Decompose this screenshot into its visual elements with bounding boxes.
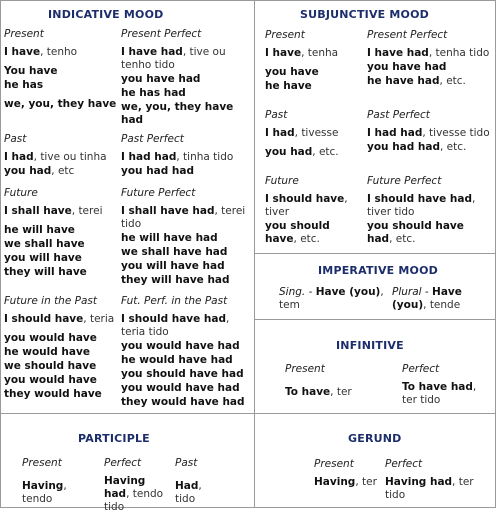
- subjunctive-future: [265, 175, 365, 247]
- conjugation-row: they would have: [4, 388, 102, 400]
- tense-label: Future Perfect: [367, 175, 442, 187]
- tense-label: Present: [265, 29, 305, 41]
- conjugation-row: I have, tenha: [265, 47, 339, 59]
- conjugation-row: I shall have, terei: [4, 205, 103, 217]
- conjugation-row: he will have: [4, 224, 75, 236]
- conjugation-row: they will have: [4, 266, 87, 278]
- indicative-present-perfect: [121, 28, 251, 128]
- tense-label: Future: [265, 175, 299, 187]
- conjugation-row: he has had: [121, 87, 186, 99]
- conjugation-row: he have had, etc.: [367, 75, 466, 87]
- conjugation-row: they will have had: [121, 274, 230, 286]
- row-divider: [254, 319, 496, 320]
- tense-label: Present: [22, 457, 62, 469]
- subjunctive-past-perfect: [367, 109, 492, 155]
- conjugation-row: he would have had: [121, 354, 233, 366]
- conjugation-row: you had had, etc.: [367, 141, 467, 153]
- indicative-title: INDICATIVE MOOD: [48, 8, 164, 21]
- subjunctive-past: [265, 109, 365, 160]
- imperative-singular: Sing. - Have (you), tem: [279, 286, 384, 311]
- conjugation-row: you should have had: [121, 368, 244, 380]
- imperative-plural: Plural - Have (you), tende: [392, 286, 462, 311]
- tense-label: Present: [314, 458, 354, 470]
- conjugation-row: I had, tive ou tinha: [4, 151, 107, 163]
- column-divider: [254, 0, 255, 508]
- conjugation-row: I have, tenho: [4, 46, 78, 58]
- indicative-past: [4, 133, 120, 179]
- row-divider: [0, 413, 496, 414]
- tense-label: Future in the Past: [4, 295, 97, 307]
- participle-present: Present Having, tendo: [22, 457, 92, 507]
- subjunctive-present-perfect: [367, 29, 492, 89]
- conjugation-row: you had, etc: [4, 165, 75, 177]
- conjugation-row: I have had, tive ou tenho tido: [121, 46, 226, 71]
- indicative-future-in-past: [4, 295, 118, 402]
- tense-label: Past Perfect: [367, 109, 430, 121]
- conjugation-row: you had, etc.: [265, 146, 339, 158]
- conjugation-row: I shall have had, terei tido: [121, 205, 246, 230]
- conjugation-row: I had, tivesse: [265, 127, 339, 139]
- infinitive-perfect: Perfect To have had, ter tido: [402, 363, 494, 408]
- conjugation-row: we should have: [4, 360, 97, 372]
- tense-label: Past: [4, 133, 27, 145]
- conjugation-row: we shall have: [4, 238, 85, 250]
- gerund-perfect: Perfect Having had, ter tido: [385, 458, 485, 503]
- conjugation-row: you had had: [121, 165, 194, 177]
- gerund-present: Present Having, ter: [314, 458, 377, 488]
- subjunctive-present: [265, 29, 365, 94]
- indicative-present: [4, 28, 118, 112]
- participle-perfect: Perfect Having had, tendo tido: [104, 457, 174, 515]
- conjugation-row: I had had, tinha tido: [121, 151, 234, 163]
- indicative-past-perfect: [121, 133, 251, 179]
- conjugation-row: they would have had: [121, 396, 245, 408]
- conjugation-row: he will have had: [121, 232, 218, 244]
- conjugation-row: I should have, tiver: [265, 193, 348, 218]
- conjugation-row: I should have, teria: [4, 313, 115, 325]
- conjugation-row: you would have had: [121, 340, 240, 352]
- participle-title: PARTICIPLE: [78, 432, 150, 445]
- participle-past: Past Had, tido: [175, 457, 215, 507]
- tense-label: Past: [265, 109, 288, 121]
- tense-label: Future: [4, 187, 38, 199]
- infinitive-present: Present To have, ter: [285, 363, 385, 400]
- infinitive-title: INFINITIVE: [336, 339, 404, 352]
- tense-label: Present: [285, 363, 325, 375]
- conjugation-row: you should have, etc.: [265, 220, 330, 245]
- tense-label: Perfect: [104, 457, 142, 469]
- tense-label: Present: [4, 28, 44, 40]
- conjugation-row: we, you, they have: [4, 98, 117, 110]
- conjugation-row: I should have had, tiver tido: [367, 193, 476, 218]
- tense-label: Past Perfect: [121, 133, 184, 145]
- conjugation-row: we shall have had: [121, 246, 228, 258]
- conjugation-row: You have: [4, 65, 58, 77]
- subjunctive-future-perfect: [367, 175, 492, 247]
- conjugation-row: you have had: [121, 73, 201, 85]
- conjugation-row: he have: [265, 80, 312, 92]
- tense-label: Perfect: [385, 458, 423, 470]
- indicative-future: [4, 187, 118, 280]
- tense-label: Future Perfect: [121, 187, 196, 199]
- conjugation-row: you would have had: [121, 382, 240, 394]
- tense-label: Past: [175, 457, 198, 469]
- conjugation-row: you would have: [4, 332, 97, 344]
- conjugation-row: you would have: [4, 374, 97, 386]
- conjugation-row: we, you, they have had: [121, 101, 234, 126]
- conjugation-row: he would have: [4, 346, 90, 358]
- conjugation-row: I have had, tenha tido: [367, 47, 490, 59]
- conjugation-row: he has: [4, 79, 44, 91]
- conjugation-row: you should have had, etc.: [367, 220, 464, 245]
- imperative-title: IMPERATIVE MOOD: [318, 264, 438, 277]
- tense-label: Present Perfect: [367, 29, 448, 41]
- conjugation-row: I had had, tivesse tido: [367, 127, 490, 139]
- conjugation-row: you will have had: [121, 260, 225, 272]
- tense-label: Present Perfect: [121, 28, 202, 40]
- gerund-title: GERUND: [348, 432, 402, 445]
- row-divider: [254, 253, 496, 254]
- conjugation-row: you will have: [4, 252, 82, 264]
- conjugation-row: I should have had, teria tido: [121, 313, 230, 338]
- indicative-fut-perf-in-past: [121, 295, 251, 410]
- conjugation-row: you have had: [367, 61, 447, 73]
- tense-label: Fut. Perf. in the Past: [121, 295, 228, 307]
- tense-label: Perfect: [402, 363, 440, 375]
- indicative-future-perfect: [121, 187, 251, 288]
- conjugation-row: you have: [265, 66, 319, 78]
- subjunctive-title: SUBJUNCTIVE MOOD: [300, 8, 429, 21]
